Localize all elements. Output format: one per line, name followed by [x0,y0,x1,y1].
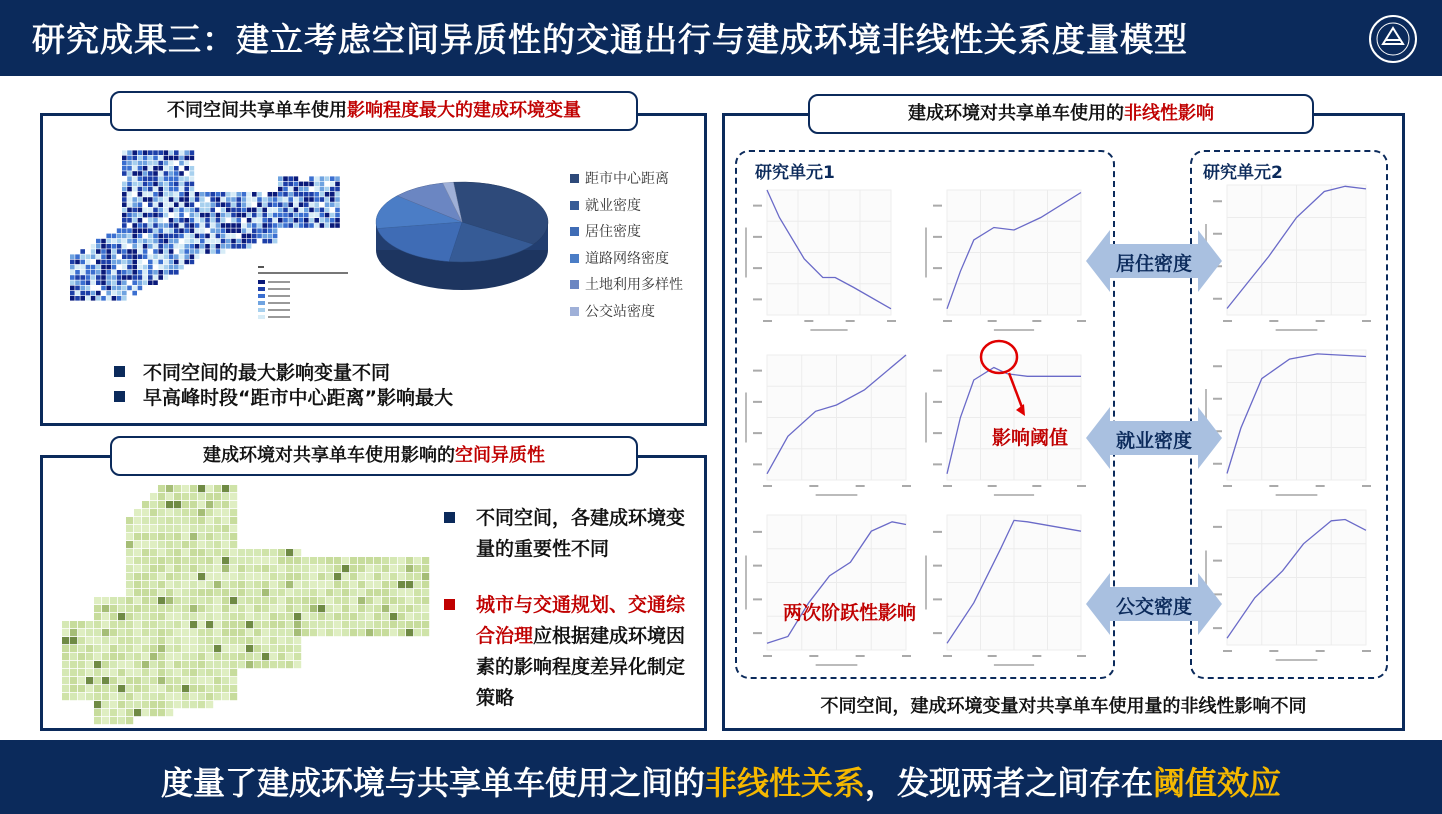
legend-label: 距市中心距离 [585,171,669,187]
panel2-title: 建成环境对共享单车使用影响的空间异质性 [110,436,638,476]
partial-dependence-plot [745,355,911,496]
slide-title: 研究成果三：建立考虑空间异质性的交通出行与建成环境非线性关系度量模型 [32,20,1188,59]
legend-label: 土地利用多样性 [585,277,683,293]
threshold-marker [975,338,1025,418]
panel1-title: 不同空间共享单车使用影响程度最大的建成环境变量 [110,91,638,131]
annotation-threshold: 影响阈值 [992,427,1069,449]
legend-label: 道路网络密度 [585,250,669,267]
panel3-caption: 不同空间，建成环境变量对共享单车使用量的非线性影响不同 [820,696,1307,717]
annotation-two-steps: 两次阶跃性影响 [783,602,917,624]
panel2-bullet-2: 城市与交通规划、交通综合治理应根据建成环境因素的影响程度差异化制定策略 [444,590,694,714]
legend-label: 公交站密度 [585,303,655,320]
legend-label: 就业密度 [585,197,641,214]
study-unit-2-label: 研究单元2 [1203,163,1283,183]
partial-dependence-plot [1205,350,1371,496]
partial-dependence-plot [925,515,1086,666]
panel1-bullet-2: 早高峰时段“距市中心距离”影响最大 [114,383,453,410]
partial-dependence-plot [745,515,911,666]
panel3-title: 建成环境对共享单车使用的非线性影响 [808,94,1314,134]
footer-conclusion: 度量了建成环境与共享单车使用之间的非线性关系，发现两者之间存在阈值效应 [160,764,1282,802]
legend-label: 居住密度 [585,224,641,240]
study-unit-1-label: 研究单元1 [755,163,835,183]
partial-dependence-plot [1205,185,1371,331]
panel1-bullet-1: 不同空间的最大影响变量不同 [114,358,390,385]
partial-dependence-plot [1205,510,1371,661]
panel2-bullet-1: 不同空间，各建成环境变量的重要性不同 [444,503,694,565]
partial-dependence-plot [925,190,1086,331]
arrow-label-employment: 就业密度 [1115,430,1192,452]
arrow-label-transit: 公交密度 [1115,596,1192,618]
arrow-label-residential: 居住密度 [1115,253,1192,275]
partial-dependence-plot [745,190,896,331]
